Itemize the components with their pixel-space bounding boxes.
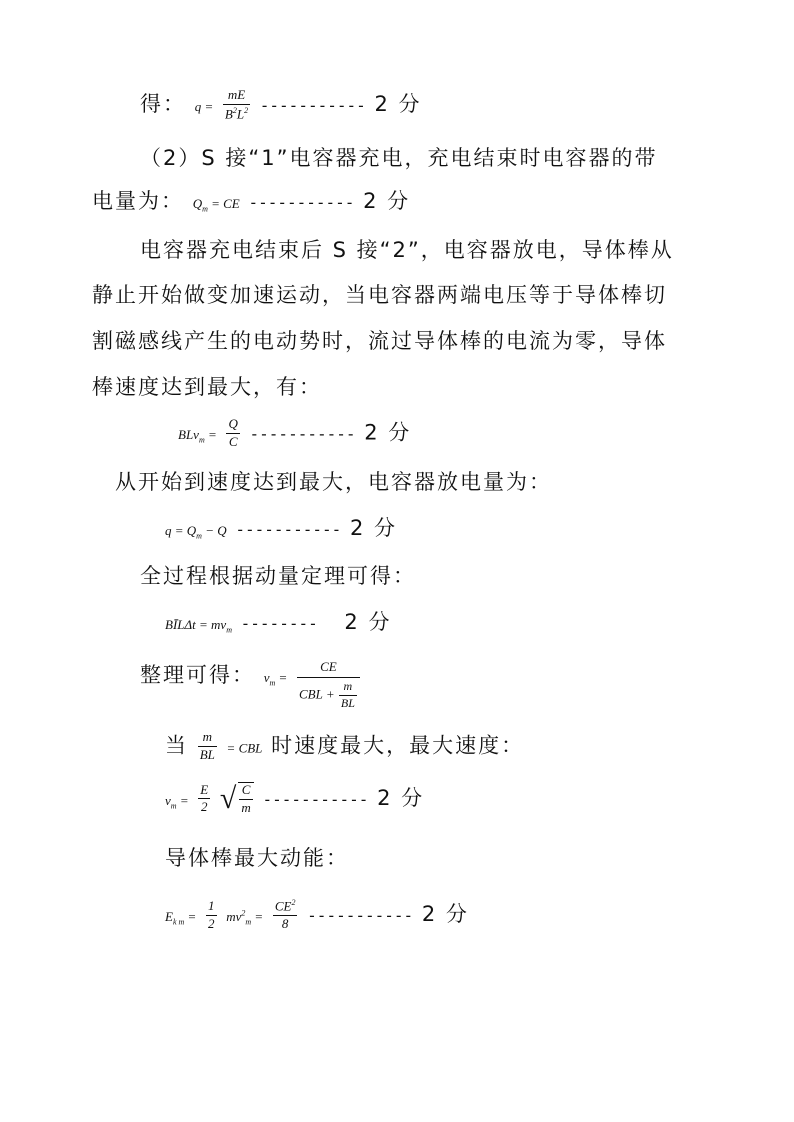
sqrt-C-over-m: √ $\frac{C}{m}$ xyxy=(220,782,254,816)
line-13 xyxy=(140,660,361,711)
line-14-prefix: 当 xyxy=(165,733,188,758)
fraction-1-over-2: $\frac{1}{2}$ xyxy=(208,897,215,931)
dash-leader: ----------- xyxy=(259,96,366,116)
formula-q: q = xyxy=(194,99,214,115)
score: 2 分 xyxy=(364,420,412,445)
line-14 xyxy=(165,730,524,763)
dash-leader: ----------- xyxy=(235,520,342,539)
line-1 xyxy=(140,88,421,122)
formula-mvm2: $mv^2_m$ = xyxy=(226,908,264,927)
formula-Qm: $Q_m$ = CE xyxy=(192,196,240,214)
line-4: 电容器充电结束后 S 接“2”，电容器放电，导体棒从 xyxy=(140,238,674,262)
line-12 xyxy=(165,612,391,635)
line-8 xyxy=(178,417,411,450)
fraction-CE-over-CBL-plus-m-over-BL: CE CBL + $\frac{m}{BL}$ xyxy=(297,660,360,711)
dash-leader: ----------- xyxy=(307,906,414,926)
line-1-prefix: 得： xyxy=(140,92,186,117)
formula-q-Qm-Q: $q = Q_m - Q$ xyxy=(165,523,227,541)
score: 2 分 xyxy=(344,610,392,634)
line-3-prefix: 电量为： xyxy=(92,189,184,213)
fraction-mE-over-B2L2: $\frac{mE}{B^2L^2}$ xyxy=(224,87,249,122)
line-15 xyxy=(165,782,424,816)
fraction-CE2-over-8: $\frac{CE^2}{8}$ xyxy=(274,898,296,932)
score: 2 分 xyxy=(363,189,411,213)
fraction-m-over-BL: $\frac{m}{BL}$ xyxy=(199,729,215,762)
line-6: 割磁感线产生的电动势时，流过导体棒的电流为零，导体 xyxy=(92,329,667,353)
dash-leader: -------- xyxy=(240,614,318,633)
formula-BLvm: BLv$_m$ = xyxy=(178,427,217,446)
line-9: 从开始到速度达到最大，电容器放电量为： xyxy=(115,470,552,494)
score: 2 分 xyxy=(421,902,469,927)
fraction-Q-over-C: $\frac{Q}{C}$ xyxy=(228,416,238,449)
formula-vm: $v_m$ = xyxy=(263,670,288,688)
formula-momentum: BĪLΔt = $mv_m$ xyxy=(165,617,232,635)
dash-leader: ----------- xyxy=(249,424,356,444)
line-5: 静止开始做变加速运动，当电容器两端电压等于导体棒切 xyxy=(92,283,667,307)
fraction-E-over-2: $\frac{E}{2}$ xyxy=(200,781,209,815)
formula-eq-CBL: = CBL xyxy=(226,740,263,756)
line-7: 棒速度达到最大，有： xyxy=(92,375,322,399)
line-13-prefix: 整理可得： xyxy=(140,663,255,688)
formula-Ekm: $E_{k m}$ = xyxy=(165,909,197,927)
score: 2 分 xyxy=(349,516,398,540)
score: 2 分 xyxy=(377,785,425,810)
line-10 xyxy=(165,518,397,541)
line-11: 全过程根据动量定理可得： xyxy=(140,564,416,588)
line-17 xyxy=(165,898,469,932)
line-16: 导体棒最大动能： xyxy=(165,846,349,870)
line-3 xyxy=(92,191,410,214)
dash-leader: ----------- xyxy=(262,789,369,809)
line-2: （2）S 接“1”电容器充电，充电结束时电容器的带 xyxy=(140,146,658,170)
score: 2 分 xyxy=(374,92,422,117)
line-14-suffix: 时速度最大，最大速度： xyxy=(271,733,525,758)
dash-leader: ----------- xyxy=(248,193,355,212)
formula-vm-max: $v_m$ = xyxy=(165,792,189,811)
